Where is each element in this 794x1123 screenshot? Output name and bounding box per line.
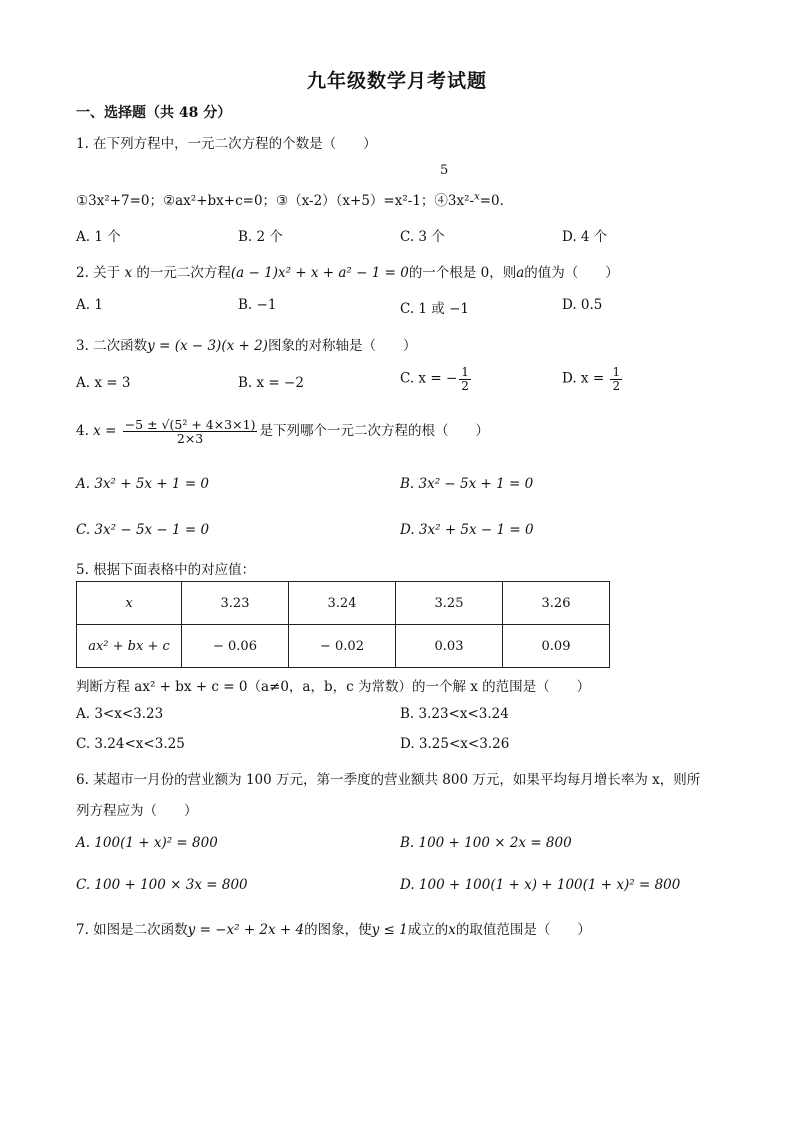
q3-option-d-fraction [610, 366, 622, 392]
q3-c-num: 1 [461, 365, 469, 379]
q2-stem-c: 的一个根是 0，则 [408, 265, 517, 281]
table-cell: − 0.06 [182, 625, 289, 668]
table-cell: 3.26 [503, 582, 610, 625]
page-title: 九年级数学月考试题 [306, 70, 487, 92]
q3-d-num: 1 [612, 365, 621, 379]
q3-stem-a: 3. 二次函数 [76, 338, 148, 354]
q5-option-b[interactable]: B. 3.23<x<3.24 [400, 706, 509, 722]
q1-frac-num: 5 [440, 163, 449, 178]
q3-option-c-fraction [459, 366, 471, 392]
q6-option-d[interactable]: D. 100 + 100(1 + x) + 100(1 + x)² = 800 [400, 877, 681, 893]
q4-option-b[interactable]: B. 3x² − 5x + 1 = 0 [400, 476, 534, 492]
q1-option-b[interactable]: B. 2 个 [238, 229, 283, 245]
q2-equation: (a − 1)x² + x + a² − 1 = 0 [230, 265, 409, 281]
q3-stem-b: 图象的对称轴是（ ） [267, 338, 417, 354]
q1-stem: 1. 在下列方程中，一元二次方程的个数是（ ） [76, 136, 377, 152]
q3-c-den: 2 [461, 378, 469, 393]
q7-equation: y = −x² + 2x + 4 [187, 922, 305, 938]
q7-stem [76, 918, 591, 938]
table-cell: 3.23 [182, 582, 289, 625]
table-cell: − 0.02 [289, 625, 396, 668]
q3-d-den: 2 [612, 378, 621, 393]
q3-stem [76, 334, 416, 354]
q5-option-a[interactable]: A. 3<x<3.23 [76, 706, 164, 722]
q4-num: −5 ± √(5² + 4×3×1) [124, 417, 256, 432]
q7-stem-a: 7. 如图是二次函数 [76, 922, 188, 938]
q3-option-d[interactable] [562, 366, 624, 392]
q1-fraction [440, 163, 448, 179]
q2-option-d[interactable]: D. 0.5 [562, 297, 603, 313]
q1-items-end: =0. [479, 193, 504, 209]
q3-option-d-label: D. x = [562, 370, 609, 387]
q7-stem-c: 成立的 [407, 922, 449, 938]
q1-option-c[interactable]: C. 3 个 [400, 229, 445, 245]
section-heading: 一、选择题（共 48 分） [76, 105, 232, 121]
q7-condition: y ≤ 1 [371, 922, 408, 938]
q4-option-c[interactable]: C. 3x² − 5x − 1 = 0 [76, 522, 210, 538]
q2-option-c[interactable]: C. 1 或 −1 [400, 301, 470, 317]
q2-stem-b: 的一元二次方程 [132, 265, 231, 281]
q3-option-b[interactable]: B. x = −2 [238, 375, 304, 391]
q5-table [76, 581, 610, 668]
q2-stem-a: 2. 关于 [76, 265, 125, 281]
q4-stem-text: 是下列哪个一元二次方程的根（ ） [259, 423, 489, 440]
q6-option-a[interactable]: A. 100(1 + x)² = 800 [76, 835, 218, 851]
q2-stem [76, 261, 619, 281]
q4-fraction [123, 418, 258, 445]
q3-option-a[interactable]: A. x = 3 [76, 375, 131, 391]
q2-var-x: x [124, 265, 133, 281]
q5-stem: 5. 根据下面表格中的对应值： [76, 562, 256, 578]
table-cell: 3.24 [289, 582, 396, 625]
q1-option-d[interactable]: D. 4 个 [562, 229, 608, 245]
table-cell: 3.25 [396, 582, 503, 625]
q3-equation: y = (x − 3)(x + 2) [147, 338, 268, 354]
q4-option-a[interactable]: A. 3x² + 5x + 1 = 0 [76, 476, 210, 492]
q6-stem-line1: 6. 某超市一月份的营业额为 100 万元，第一季度的营业额共 800 万元，如果平均每月增长率为 x，则所 [76, 772, 701, 788]
q2-var-a: a [516, 265, 525, 281]
q5-option-d[interactable]: D. 3.25<x<3.26 [400, 736, 510, 752]
q1-items [76, 189, 504, 209]
q4-den: 2×3 [176, 431, 204, 447]
table-cell: 0.09 [503, 625, 610, 668]
table-row [77, 625, 610, 668]
q1-items-text: ①3x²+7=0；②ax²+bx+c=0；③（x-2）（x+5）=x²-1；④3x²- [76, 193, 475, 209]
table-cell: x [77, 582, 182, 625]
q5-option-c[interactable]: C. 3.24<x<3.25 [76, 736, 185, 752]
q2-option-b[interactable]: B. −1 [238, 297, 277, 313]
q6-option-c[interactable]: C. 100 + 100 × 3x = 800 [76, 877, 248, 893]
q7-var: x [448, 922, 456, 938]
q6-stem-line2: 列方程应为（ ） [76, 803, 198, 819]
q5-judge: 判断方程 ax² + bx + c = 0（a≠0，a，b，c 为常数）的一个解 x 的范围是（ ） [76, 679, 591, 695]
q1-option-a[interactable]: A. 1 个 [76, 229, 121, 245]
q4-stem: 4. x = $\frac{\text{−5 ± √(5² + 4×3×1)}}{2\times 3}$ 是下列哪个一元二次方程的根（ ） [76, 417, 489, 447]
q4-lhs: x = [93, 423, 121, 440]
table-row [77, 582, 610, 625]
q3-option-c[interactable] [400, 366, 473, 392]
q2-stem-d: 的值为（ ） [524, 265, 619, 281]
table-cell: 0.03 [396, 625, 503, 668]
q2-option-a[interactable]: A. 1 [76, 297, 103, 313]
q7-stem-b: 的图象，使 [304, 922, 372, 938]
q3-option-c-label: C. x = − [400, 370, 458, 387]
q1-frac-den: x [474, 191, 480, 203]
table-cell: ax² + bx + c [77, 625, 182, 668]
q4-option-d[interactable]: D. 3x² + 5x − 1 = 0 [400, 522, 534, 538]
q6-option-b[interactable]: B. 100 + 100 × 2x = 800 [400, 835, 572, 851]
q7-stem-d: 的取值范围是（ ） [455, 922, 591, 938]
